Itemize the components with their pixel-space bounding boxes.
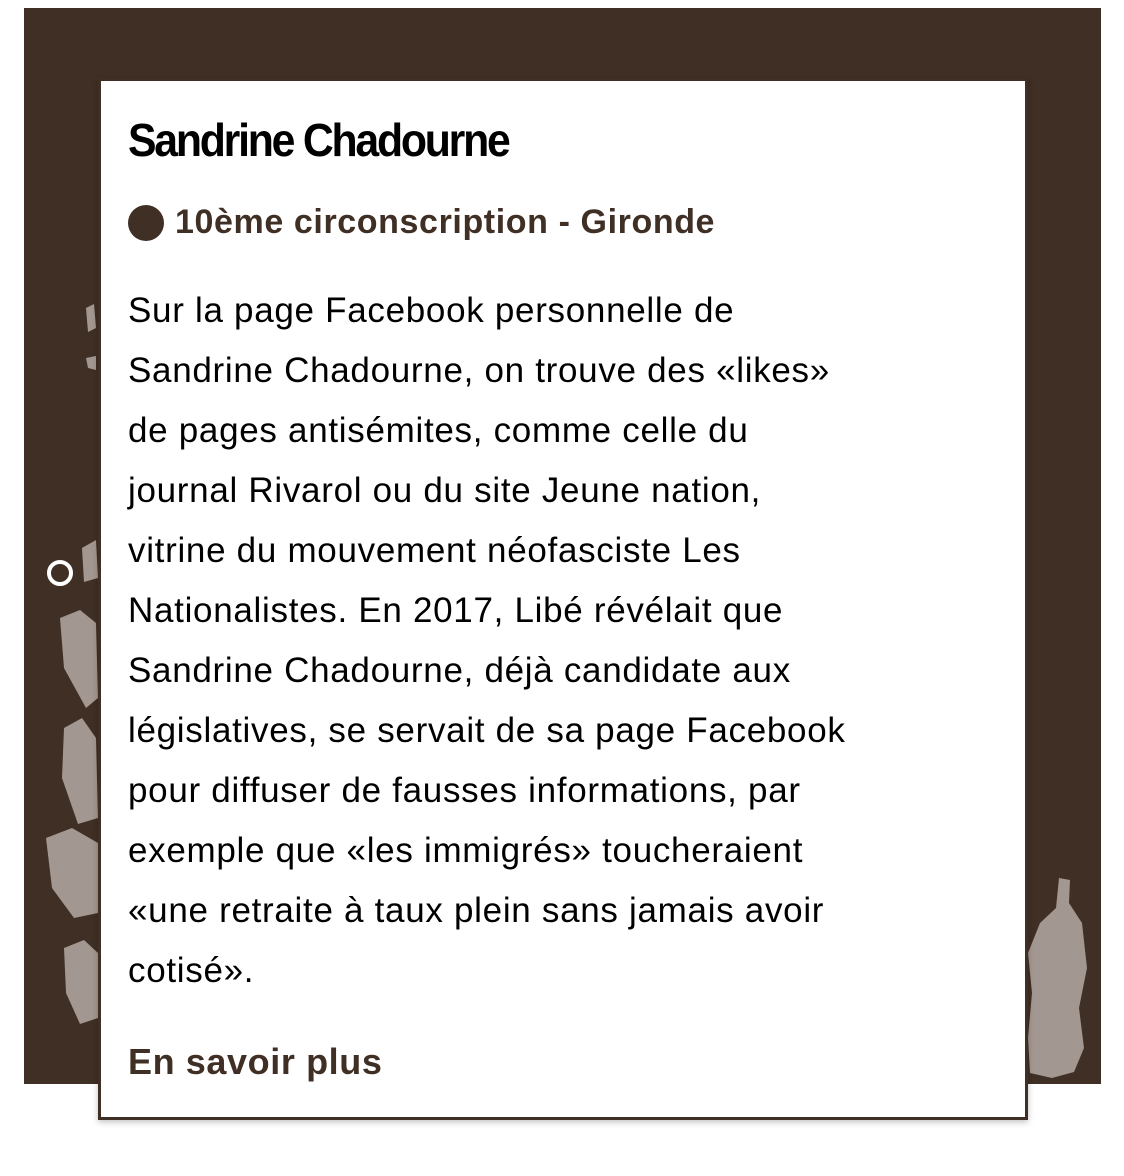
candidate-name: Sandrine Chadourne bbox=[128, 114, 509, 166]
territory-shape bbox=[1028, 878, 1087, 1078]
circonscription-dot-icon bbox=[128, 205, 164, 241]
territory-shape bbox=[86, 304, 96, 332]
description-line: Sandrine Chadourne, déjà candidate aux bbox=[128, 651, 791, 690]
candidate-card bbox=[98, 78, 1028, 1120]
territory-shape bbox=[62, 718, 98, 824]
territory-shape bbox=[86, 356, 96, 370]
circonscription-label: 10ème circonscription - Gironde bbox=[175, 203, 716, 241]
description-line: cotisé». bbox=[128, 951, 255, 990]
description-line: Sur la page Facebook personnelle de bbox=[128, 291, 735, 330]
description-line: législatives, se servait de sa page Facebook bbox=[128, 711, 846, 750]
territory-shape bbox=[82, 540, 98, 582]
description-line: exemple que «les immigrés» toucheraient bbox=[128, 831, 804, 870]
more-info-link[interactable]: En savoir plus bbox=[128, 1041, 383, 1082]
description-line: pour diffuser de fausses informations, par bbox=[128, 771, 801, 810]
territory-shape bbox=[64, 940, 98, 1024]
circonscription-row bbox=[128, 203, 715, 242]
description-line: «une retraite à taux plein sans jamais avoir bbox=[128, 891, 825, 930]
territory-shape bbox=[60, 610, 98, 708]
description-line: Nationalistes. En 2017, Libé révélait que bbox=[128, 591, 784, 630]
description-line: Sandrine Chadourne, on trouve des «likes» bbox=[128, 351, 830, 390]
description-line: journal Rivarol ou du site Jeune nation, bbox=[128, 471, 762, 510]
candidate-description bbox=[128, 281, 998, 1001]
territory-shape bbox=[46, 828, 98, 918]
location-marker[interactable] bbox=[47, 560, 73, 586]
description-line: vitrine du mouvement néofasciste Les bbox=[128, 531, 741, 570]
description-line: de pages antisémites, comme celle du bbox=[128, 411, 749, 450]
